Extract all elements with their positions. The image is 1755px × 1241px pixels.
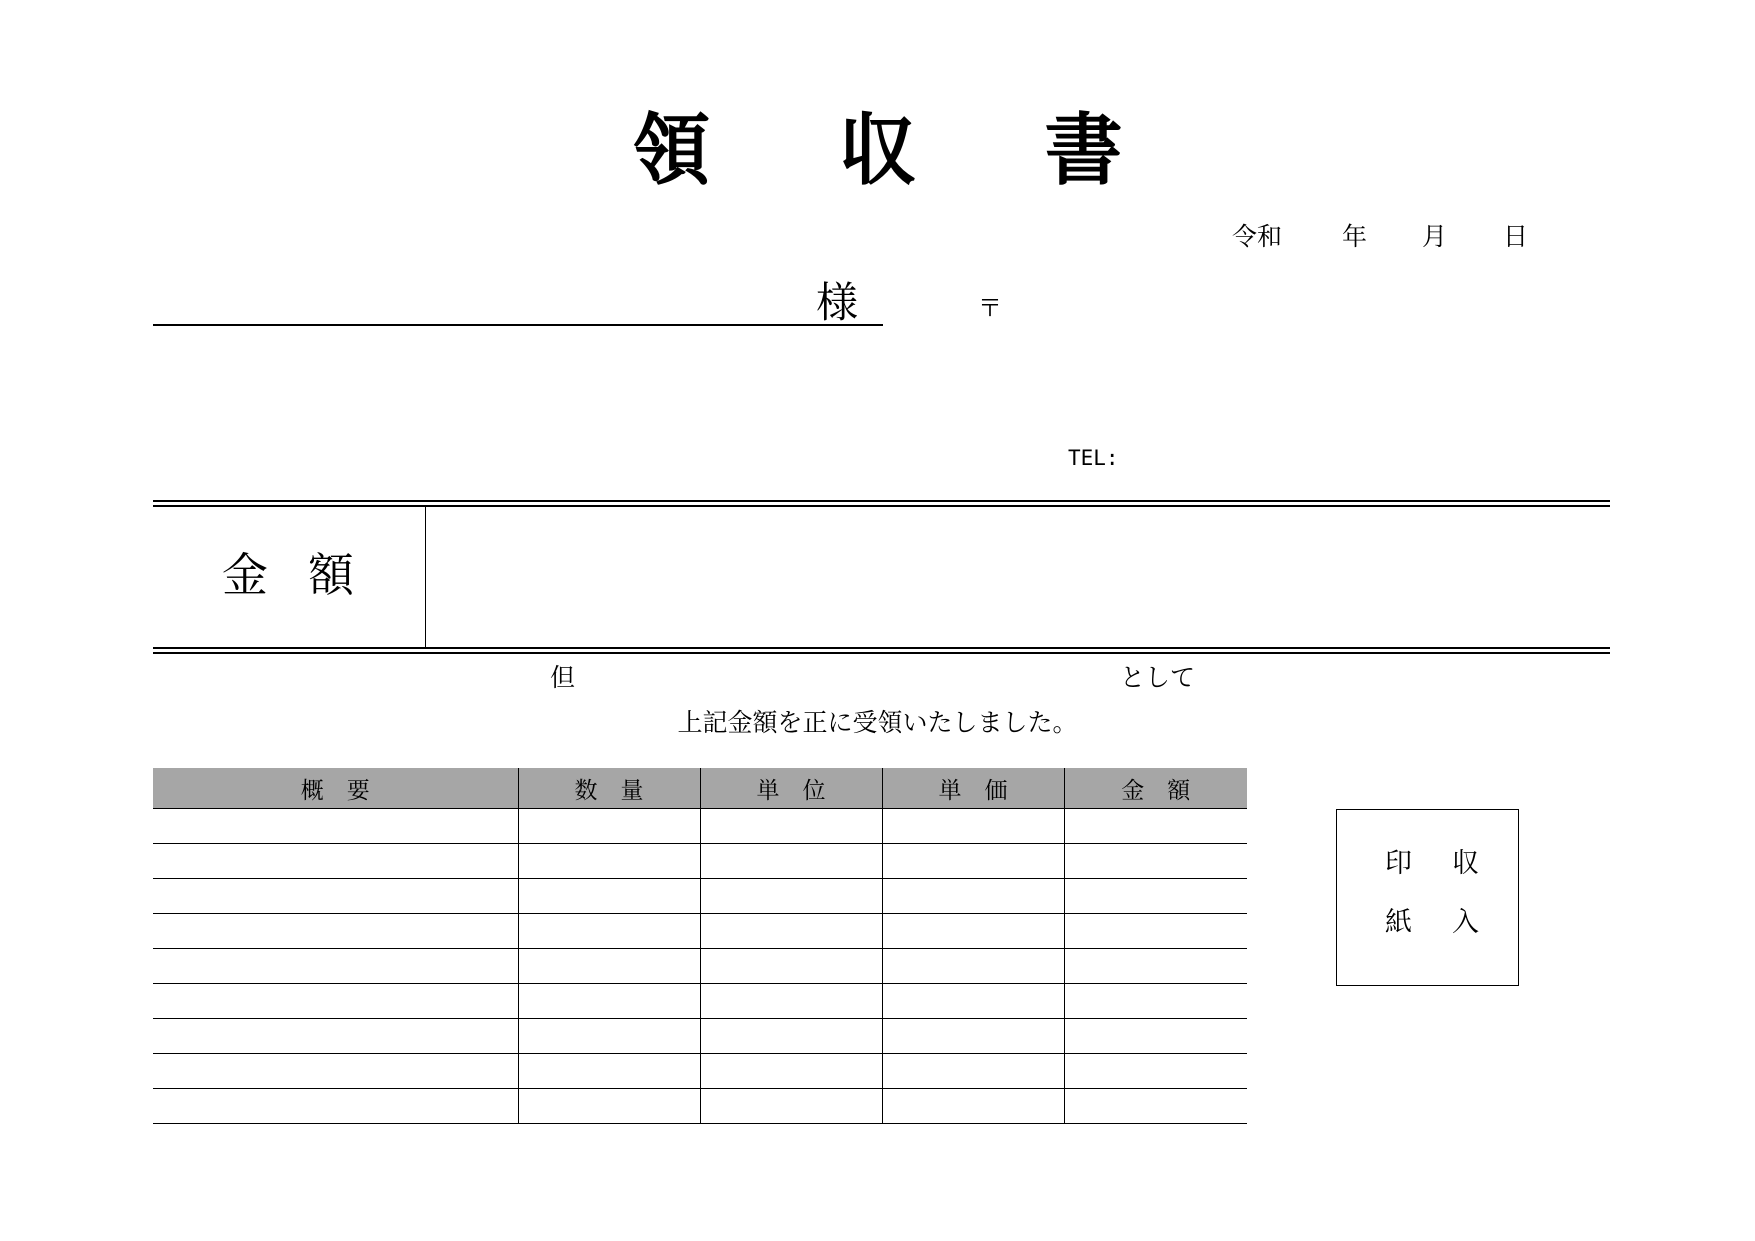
recipient-honorific: 様	[816, 278, 859, 327]
table-cell[interactable]	[1064, 949, 1247, 984]
table-cell[interactable]	[153, 984, 518, 1019]
table-cell[interactable]	[882, 844, 1064, 879]
amount-box-divider	[425, 507, 426, 647]
table-row	[153, 1089, 1247, 1124]
table-cell[interactable]	[700, 949, 882, 984]
amount-label-char: 額	[308, 548, 354, 602]
table-cell[interactable]	[700, 1089, 882, 1124]
postal-mark: 〒	[978, 294, 1002, 322]
header-unit: 単 位	[700, 768, 882, 809]
table-cell[interactable]	[518, 809, 700, 844]
amount-label	[222, 548, 354, 602]
table-cell[interactable]	[153, 1054, 518, 1089]
confirmation-text: 上記金額を正に受領いたしました。	[677, 708, 1078, 737]
receipt-title	[0, 105, 1755, 196]
header-unit-price: 単 価	[882, 768, 1064, 809]
table-cell[interactable]	[518, 844, 700, 879]
table-header-row	[153, 768, 1247, 809]
date-year: 年	[1342, 222, 1368, 251]
header-description: 概 要	[153, 768, 518, 809]
table-cell[interactable]	[700, 809, 882, 844]
table-row	[153, 809, 1247, 844]
items-table	[153, 768, 1247, 1124]
table-cell[interactable]	[882, 949, 1064, 984]
stamp-char: 印	[1385, 848, 1412, 879]
stamp-char: 収	[1452, 848, 1479, 879]
table-cell[interactable]	[1064, 809, 1247, 844]
table-cell[interactable]	[518, 949, 700, 984]
table-cell[interactable]	[1064, 1089, 1247, 1124]
table-cell[interactable]	[518, 879, 700, 914]
table-cell[interactable]	[1064, 984, 1247, 1019]
title-char: 書	[1044, 105, 1123, 196]
table-cell[interactable]	[882, 1019, 1064, 1054]
table-cell[interactable]	[882, 914, 1064, 949]
table-cell[interactable]	[153, 1089, 518, 1124]
table-cell[interactable]	[153, 914, 518, 949]
recipient-name-line[interactable]	[153, 324, 883, 326]
date-month: 月	[1422, 222, 1448, 251]
table-cell[interactable]	[153, 809, 518, 844]
table-row	[153, 879, 1247, 914]
table-cell[interactable]	[700, 879, 882, 914]
table-cell[interactable]	[153, 879, 518, 914]
table-cell[interactable]	[153, 844, 518, 879]
table-cell[interactable]	[153, 1019, 518, 1054]
table-cell[interactable]	[518, 984, 700, 1019]
table-cell[interactable]	[1064, 844, 1247, 879]
stamp-char: 紙	[1385, 907, 1412, 938]
table-cell[interactable]	[882, 1089, 1064, 1124]
table-row	[153, 984, 1247, 1019]
table-cell[interactable]	[1064, 879, 1247, 914]
table-cell[interactable]	[882, 809, 1064, 844]
revenue-stamp-box	[1336, 809, 1519, 986]
table-row	[153, 949, 1247, 984]
table-cell[interactable]	[882, 984, 1064, 1019]
table-cell[interactable]	[700, 1054, 882, 1089]
tel-label: TEL:	[1068, 446, 1119, 470]
table-row	[153, 1054, 1247, 1089]
title-char: 収	[838, 105, 917, 196]
table-cell[interactable]	[518, 1054, 700, 1089]
table-cell[interactable]	[700, 1019, 882, 1054]
amount-box-top-border	[153, 500, 1610, 507]
header-quantity: 数 量	[518, 768, 700, 809]
table-cell[interactable]	[1064, 914, 1247, 949]
title-char: 領	[632, 105, 711, 196]
stamp-char: 入	[1452, 907, 1479, 938]
purpose-suffix: として	[1120, 663, 1196, 692]
table-cell[interactable]	[1064, 1019, 1247, 1054]
table-cell[interactable]	[700, 984, 882, 1019]
table-cell[interactable]	[1064, 1054, 1247, 1089]
table-row	[153, 914, 1247, 949]
table-cell[interactable]	[700, 914, 882, 949]
amount-box-bottom-border	[153, 647, 1610, 654]
table-cell[interactable]	[882, 1054, 1064, 1089]
table-cell[interactable]	[518, 914, 700, 949]
table-cell[interactable]	[882, 879, 1064, 914]
date-era: 令和	[1232, 222, 1283, 251]
table-row	[153, 844, 1247, 879]
purpose-prefix: 但	[550, 663, 576, 692]
header-amount: 金 額	[1064, 768, 1247, 809]
table-cell[interactable]	[153, 949, 518, 984]
amount-label-char: 金	[222, 548, 268, 602]
table-cell[interactable]	[700, 844, 882, 879]
table-row	[153, 1019, 1247, 1054]
date-day: 日	[1503, 222, 1529, 251]
table-cell[interactable]	[518, 1089, 700, 1124]
table-cell[interactable]	[518, 1019, 700, 1054]
